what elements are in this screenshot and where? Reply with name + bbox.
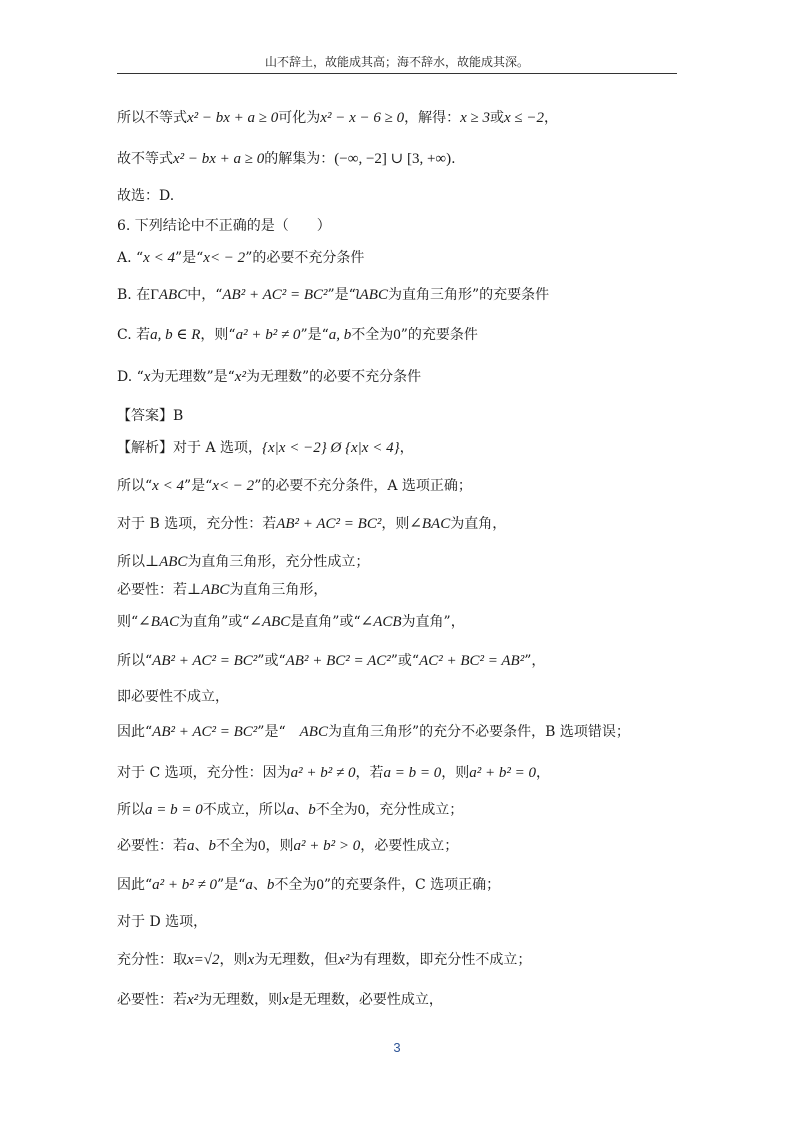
text-line xyxy=(117,186,677,206)
text-line xyxy=(117,836,677,856)
text-run: 中，“ xyxy=(187,287,223,303)
text-run: 不全为 xyxy=(351,327,394,343)
math-run: 0 xyxy=(258,838,266,854)
math-run: a² + b² ≠ 0 xyxy=(290,765,356,781)
text-run: 6. 下列结论中不正确的是（ ） xyxy=(117,218,331,234)
math-run: AB² + AC² = BC² xyxy=(152,724,258,740)
text-line xyxy=(117,612,677,632)
text-run: ，则 xyxy=(265,838,294,854)
math-run: x² − x − 6 ≥ 0 xyxy=(320,110,405,126)
text-line xyxy=(117,687,677,707)
header-rule xyxy=(117,73,677,74)
math-run: x² xyxy=(234,369,246,385)
text-run: 、 xyxy=(294,802,309,818)
text-run: 充分性：取 xyxy=(117,952,187,968)
math-run: ⊥ABC xyxy=(145,554,188,570)
text-run: ，必要性成立； xyxy=(360,838,459,854)
text-run: 故选：D. xyxy=(117,188,175,204)
text-run: 对于 D 选项， xyxy=(117,914,208,930)
text-run: 所以“ xyxy=(117,478,153,494)
text-run: 对于 C 选项，充分性：因为 xyxy=(117,765,291,781)
text-run: ， xyxy=(399,440,414,456)
math-run: a² + b² ≠ 0 xyxy=(235,327,301,343)
text-run: . xyxy=(451,151,456,167)
math-run: ∠ACB xyxy=(360,614,402,630)
text-run: 不成立，所以 xyxy=(202,802,287,818)
page-number: 3 xyxy=(393,1040,401,1055)
math-run: a xyxy=(245,877,253,893)
math-run: x² xyxy=(338,952,350,968)
option-d xyxy=(117,367,677,387)
math-run: a² + b² ≠ 0 xyxy=(152,877,218,893)
text-run: 为无理数”是“ xyxy=(150,369,235,385)
math-run: ʅABC xyxy=(355,287,388,303)
math-run: x xyxy=(247,952,255,968)
math-run: x=√2 xyxy=(187,952,220,968)
math-run: x xyxy=(143,369,151,385)
text-run: 则“ xyxy=(117,614,139,630)
text-run: 所以 xyxy=(117,802,145,818)
text-run: 可化为 xyxy=(278,110,321,126)
text-run: 为直角， xyxy=(450,516,507,532)
math-run: a² + b² = 0 xyxy=(469,765,536,781)
text-line xyxy=(117,950,677,970)
math-run: ABC xyxy=(299,724,328,740)
text-run: 为有理数，即充分性不成立； xyxy=(349,952,532,968)
text-run: 【答案】B xyxy=(117,408,184,424)
text-line xyxy=(117,514,677,534)
math-run: x² − bx + a ≥ 0 xyxy=(187,110,279,126)
text-run: ， xyxy=(544,110,558,126)
text-run: 为无理数，但 xyxy=(254,952,339,968)
text-run: 必要性：若 xyxy=(117,992,187,1008)
text-run: 因此“ xyxy=(117,877,153,893)
text-run: ”是“ xyxy=(257,724,300,740)
text-run: 所以 xyxy=(117,554,145,570)
text-run: ”是“ xyxy=(300,327,329,343)
math-run: x² xyxy=(187,992,199,1008)
text-run: D. “ xyxy=(117,369,144,385)
math-run: b xyxy=(208,838,216,854)
math-run: AB² + AC² = BC² xyxy=(222,287,328,303)
math-run: 0 xyxy=(393,327,401,343)
math-run: x ≤ −2 xyxy=(503,110,544,126)
text-run: 不全为 xyxy=(315,802,358,818)
math-run: 0 xyxy=(357,802,366,818)
math-run: 0 xyxy=(316,877,324,893)
math-run: x ≥ 3 xyxy=(460,110,490,126)
option-b xyxy=(117,285,677,305)
text-line xyxy=(117,149,677,169)
text-run: 为直角三角形”的充要条件 xyxy=(387,287,550,303)
text-run: 是无理数，必要性成立， xyxy=(288,992,443,1008)
text-run: 对于 B 选项，充分性：若 xyxy=(117,516,277,532)
text-run: 因此“ xyxy=(117,724,153,740)
math-run: ⊥ABC xyxy=(187,582,230,598)
text-run: ”是“ xyxy=(217,877,246,893)
math-run: x< − 2 xyxy=(203,250,246,266)
text-run: ”或“ xyxy=(257,653,286,669)
math-run: AB² + BC² = AC² xyxy=(285,653,391,669)
text-run: 、 xyxy=(252,877,267,893)
math-run: AC² + BC² = AB² xyxy=(419,653,525,669)
text-run: 不全为 xyxy=(274,877,317,893)
math-run: a xyxy=(286,802,295,818)
text-run: ”是“ xyxy=(327,287,356,303)
analysis-line xyxy=(117,438,677,458)
text-run: 【解析】对于 A 选项， xyxy=(117,440,263,456)
text-run: 故不等式 xyxy=(117,151,173,167)
text-run: 必要性：若 xyxy=(117,838,187,854)
text-line xyxy=(117,912,677,932)
text-run: ， xyxy=(535,765,550,781)
text-line xyxy=(117,108,677,128)
math-run: a = b = 0 xyxy=(383,765,442,781)
question-title xyxy=(117,216,677,236)
text-line xyxy=(117,990,677,1010)
text-line xyxy=(117,651,677,671)
text-run: ”的必要不充分条件 xyxy=(245,250,365,266)
math-run: x < 4 xyxy=(143,250,175,266)
math-run: ∠BAC xyxy=(409,516,451,532)
text-run: ”的充要条件，C 选项正确； xyxy=(323,877,501,893)
text-run: ”， xyxy=(524,653,546,669)
text-run: ，若 xyxy=(355,765,384,781)
text-line xyxy=(117,552,677,572)
text-run: ”的充要条件 xyxy=(400,327,478,343)
text-line xyxy=(117,875,677,895)
text-run: ，充分性成立； xyxy=(365,802,464,818)
text-run: 的解集为： xyxy=(264,151,335,167)
text-run: ，则“ xyxy=(200,327,236,343)
text-run: 为直角三角形”的充分不必要条件，B 选项错误； xyxy=(327,724,630,740)
math-run: {x|x < −2} Ø {x|x < 4} xyxy=(262,440,400,456)
text-run: 即必要性不成立， xyxy=(117,689,229,705)
text-run: ”是“ xyxy=(183,478,213,494)
option-c xyxy=(117,325,677,345)
text-line xyxy=(117,722,677,742)
text-run: C. 若 xyxy=(117,327,151,343)
math-run: a, b ∈ R xyxy=(150,327,201,343)
text-run: ”或“ xyxy=(390,653,420,669)
text-run: 不全为 xyxy=(216,838,258,854)
math-run: x < 4 xyxy=(152,478,184,494)
math-run: a = b = 0 xyxy=(145,802,203,818)
text-run: ”是“ xyxy=(174,250,204,266)
text-line xyxy=(117,580,677,600)
text-line xyxy=(117,800,677,820)
text-run: 或 xyxy=(489,110,504,126)
text-run: 所以不等式 xyxy=(117,110,187,126)
header-motto: 山不辞土，故能成其高；海不辞水，故能成其深。 xyxy=(264,55,529,69)
math-run: ∠ABC xyxy=(249,614,291,630)
math-run: a, b xyxy=(328,327,352,343)
math-run: x xyxy=(282,992,289,1008)
text-run: 所以“ xyxy=(117,653,153,669)
answer-line xyxy=(117,406,677,426)
option-a xyxy=(117,248,677,268)
math-run: b xyxy=(308,802,316,818)
text-run: 、 xyxy=(194,838,209,854)
math-run: AB² + AC² = BC² xyxy=(276,516,382,532)
math-run: (−∞, −2] ∪ [3, +∞) xyxy=(334,151,452,167)
text-run: 必要性：若 xyxy=(117,582,187,598)
text-line xyxy=(117,763,677,783)
text-line xyxy=(117,476,677,496)
math-run: ABC xyxy=(158,287,188,303)
text-run: A. “ xyxy=(117,250,144,266)
text-run: 为无理数，则 xyxy=(198,992,283,1008)
math-run: AB² + AC² = BC² xyxy=(152,653,258,669)
math-run: a xyxy=(187,838,195,854)
math-run: a² + b² > 0 xyxy=(293,838,361,854)
text-run: 为直角”， xyxy=(401,614,465,630)
text-run: 为直角三角形， xyxy=(229,582,328,598)
text-run: ，则 xyxy=(219,952,248,968)
math-run: Γ xyxy=(150,287,159,303)
text-run: 为无理数”的必要不充分条件 xyxy=(245,369,422,385)
text-run: ，解得： xyxy=(404,110,461,126)
math-run: x< − 2 xyxy=(212,478,255,494)
math-run: ∠BAC xyxy=(138,614,180,630)
text-run: 为直角三角形，充分性成立； xyxy=(187,554,370,570)
text-run: ，则 xyxy=(381,516,410,532)
math-run: b xyxy=(266,877,275,893)
math-run: x² − bx + a ≥ 0 xyxy=(173,151,265,167)
text-run: ，则 xyxy=(441,765,470,781)
text-run: ”的必要不充分条件，A 选项正确； xyxy=(254,478,472,494)
text-run: B. 在 xyxy=(117,287,151,303)
text-run: 为直角”或“ xyxy=(179,614,250,630)
text-run: 是直角”或“ xyxy=(290,614,361,630)
